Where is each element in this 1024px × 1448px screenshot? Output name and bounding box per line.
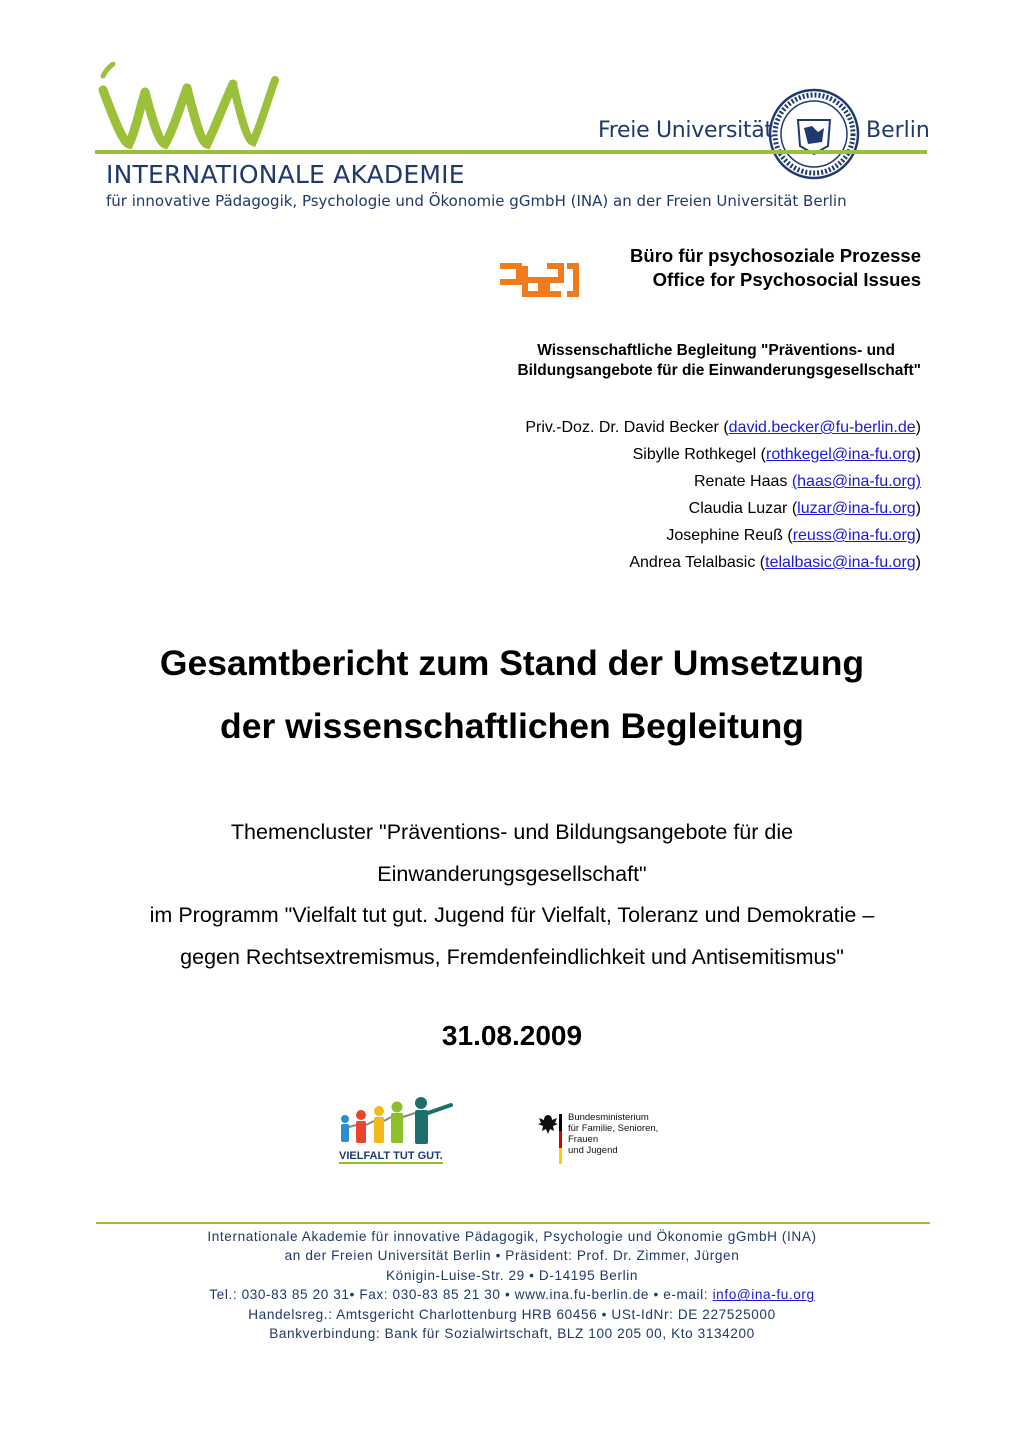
flag-stripe xyxy=(559,1114,562,1164)
contact-list xyxy=(525,414,921,576)
footer-line2: an der Freien Universität Berlin • Präsident: Prof. Dr. Zimmer, Jürgen xyxy=(284,1248,740,1264)
contact-row xyxy=(525,522,921,549)
header-divider xyxy=(95,150,927,154)
contact-close: ) xyxy=(915,500,921,517)
university-name: Freie Universität xyxy=(598,118,773,143)
ministry-name-line2: für Familie, Senioren, Frauen xyxy=(568,1123,659,1145)
fu-seal-icon xyxy=(768,88,860,180)
contact-name: Claudia Luzar ( xyxy=(688,500,798,517)
ministry-name-line1: Bundesministerium xyxy=(568,1112,649,1123)
subtitle-line2: Einwanderungsgesellschaft" xyxy=(377,861,647,886)
report-subtitle xyxy=(0,812,1024,978)
university-city: Berlin xyxy=(866,118,930,143)
subtitle-line1: Themencluster "Präventions- und Bildungsangebote für die xyxy=(230,820,794,844)
subtitle-line3: im Programm "Vielfalt tut gut. Jugend für Vielfalt, Toleranz und Demokratie – xyxy=(149,903,875,927)
contact-close: ) xyxy=(915,419,921,436)
contact-email-link[interactable]: luzar@ina-fu.org xyxy=(797,500,916,517)
contact-row xyxy=(525,468,921,495)
footer-divider xyxy=(96,1222,930,1224)
contact-close: ) xyxy=(915,446,921,463)
contact-row xyxy=(525,549,921,576)
office-name-en: Office for Psychosocial Issues xyxy=(652,269,921,290)
report-title-line2: der wissenschaftlichen Begleitung xyxy=(220,706,804,746)
footer-line3: Königin-Luise-Str. 29 • D-14195 Berlin xyxy=(386,1267,638,1283)
office-name-de: Büro für psychosoziale Prozesse xyxy=(630,245,921,266)
footer-line4 xyxy=(0,1285,1024,1304)
academy-title: INTERNATIONALE AKADEMIE xyxy=(106,160,465,189)
footer-email-link[interactable]: info@ina-fu.org xyxy=(712,1287,815,1303)
office-logo-icon xyxy=(497,260,579,300)
report-title xyxy=(0,632,1024,758)
academy-subtitle: für innovative Pädagogik, Psychologie und Ökonomie gGmbH (INA) an der Freien Universität Berlin xyxy=(106,192,847,210)
contact-close: ) xyxy=(915,527,921,544)
contact-close: ) xyxy=(915,554,921,571)
ina-logo xyxy=(95,62,280,150)
contact-email-link[interactable]: telalbasic@ina-fu.org xyxy=(765,554,916,571)
report-title-line1: Gesamtbericht zum Stand der Umsetzung xyxy=(159,643,865,683)
project-title-line1: Wissenschaftliche Begleitung "Präventions- und xyxy=(537,342,895,359)
footer-line1: Internationale Akademie für innovative Pädagogik, Psychologie und Ökonomie gGmbH (INA) xyxy=(207,1229,817,1244)
contact-email-link[interactable]: david.becker@fu-berlin.de xyxy=(728,419,916,436)
footer-line5: Handelsreg.: Amtsgericht Charlottenburg HRB 60456 • USt-IdNr: DE 227525000 xyxy=(248,1306,776,1322)
vielfalt-tut-gut-logo xyxy=(335,1095,455,1167)
contact-row xyxy=(525,441,921,468)
subtitle-line4: gegen Rechtsextremismus, Fremdenfeindlichkeit und Antisemitismus" xyxy=(180,944,844,969)
contact-row xyxy=(525,414,921,441)
project-title-line2: Bildungsangebote für die Einwanderungsgesellschaft" xyxy=(517,362,921,379)
contact-name: Priv.-Doz. Dr. David Becker ( xyxy=(525,419,729,436)
contact-row xyxy=(525,495,921,522)
contact-email-link[interactable]: rothkegel@ina-fu.org xyxy=(766,446,916,463)
report-date: 31.08.2009 xyxy=(441,1020,583,1051)
eagle-icon xyxy=(535,1112,561,1138)
contact-name: Andrea Telalbasic ( xyxy=(629,554,766,571)
footer-contact-info: Tel.: 030-83 85 20 31• Fax: 030-83 85 21 30 • www.ina.fu-berlin.de • e-mail: xyxy=(209,1287,713,1303)
ministry-logo xyxy=(535,1110,685,1168)
contact-email-link[interactable]: reuss@ina-fu.org xyxy=(792,527,916,544)
vtg-logo-text: VIELFALT TUT GUT. xyxy=(339,1150,443,1162)
contact-email-link[interactable]: (haas@ina-fu.org) xyxy=(791,473,921,490)
footer xyxy=(0,1227,1024,1343)
contact-name: Renate Haas xyxy=(693,473,792,490)
contact-name: Sibylle Rothkegel ( xyxy=(632,446,767,463)
contact-name: Josephine Reuß ( xyxy=(666,527,793,544)
footer-line6: Bankverbindung: Bank für Sozialwirtschaft, BLZ 100 205 00, Kto 3134200 xyxy=(269,1326,755,1342)
ministry-name-line3: und Jugend xyxy=(568,1145,618,1156)
